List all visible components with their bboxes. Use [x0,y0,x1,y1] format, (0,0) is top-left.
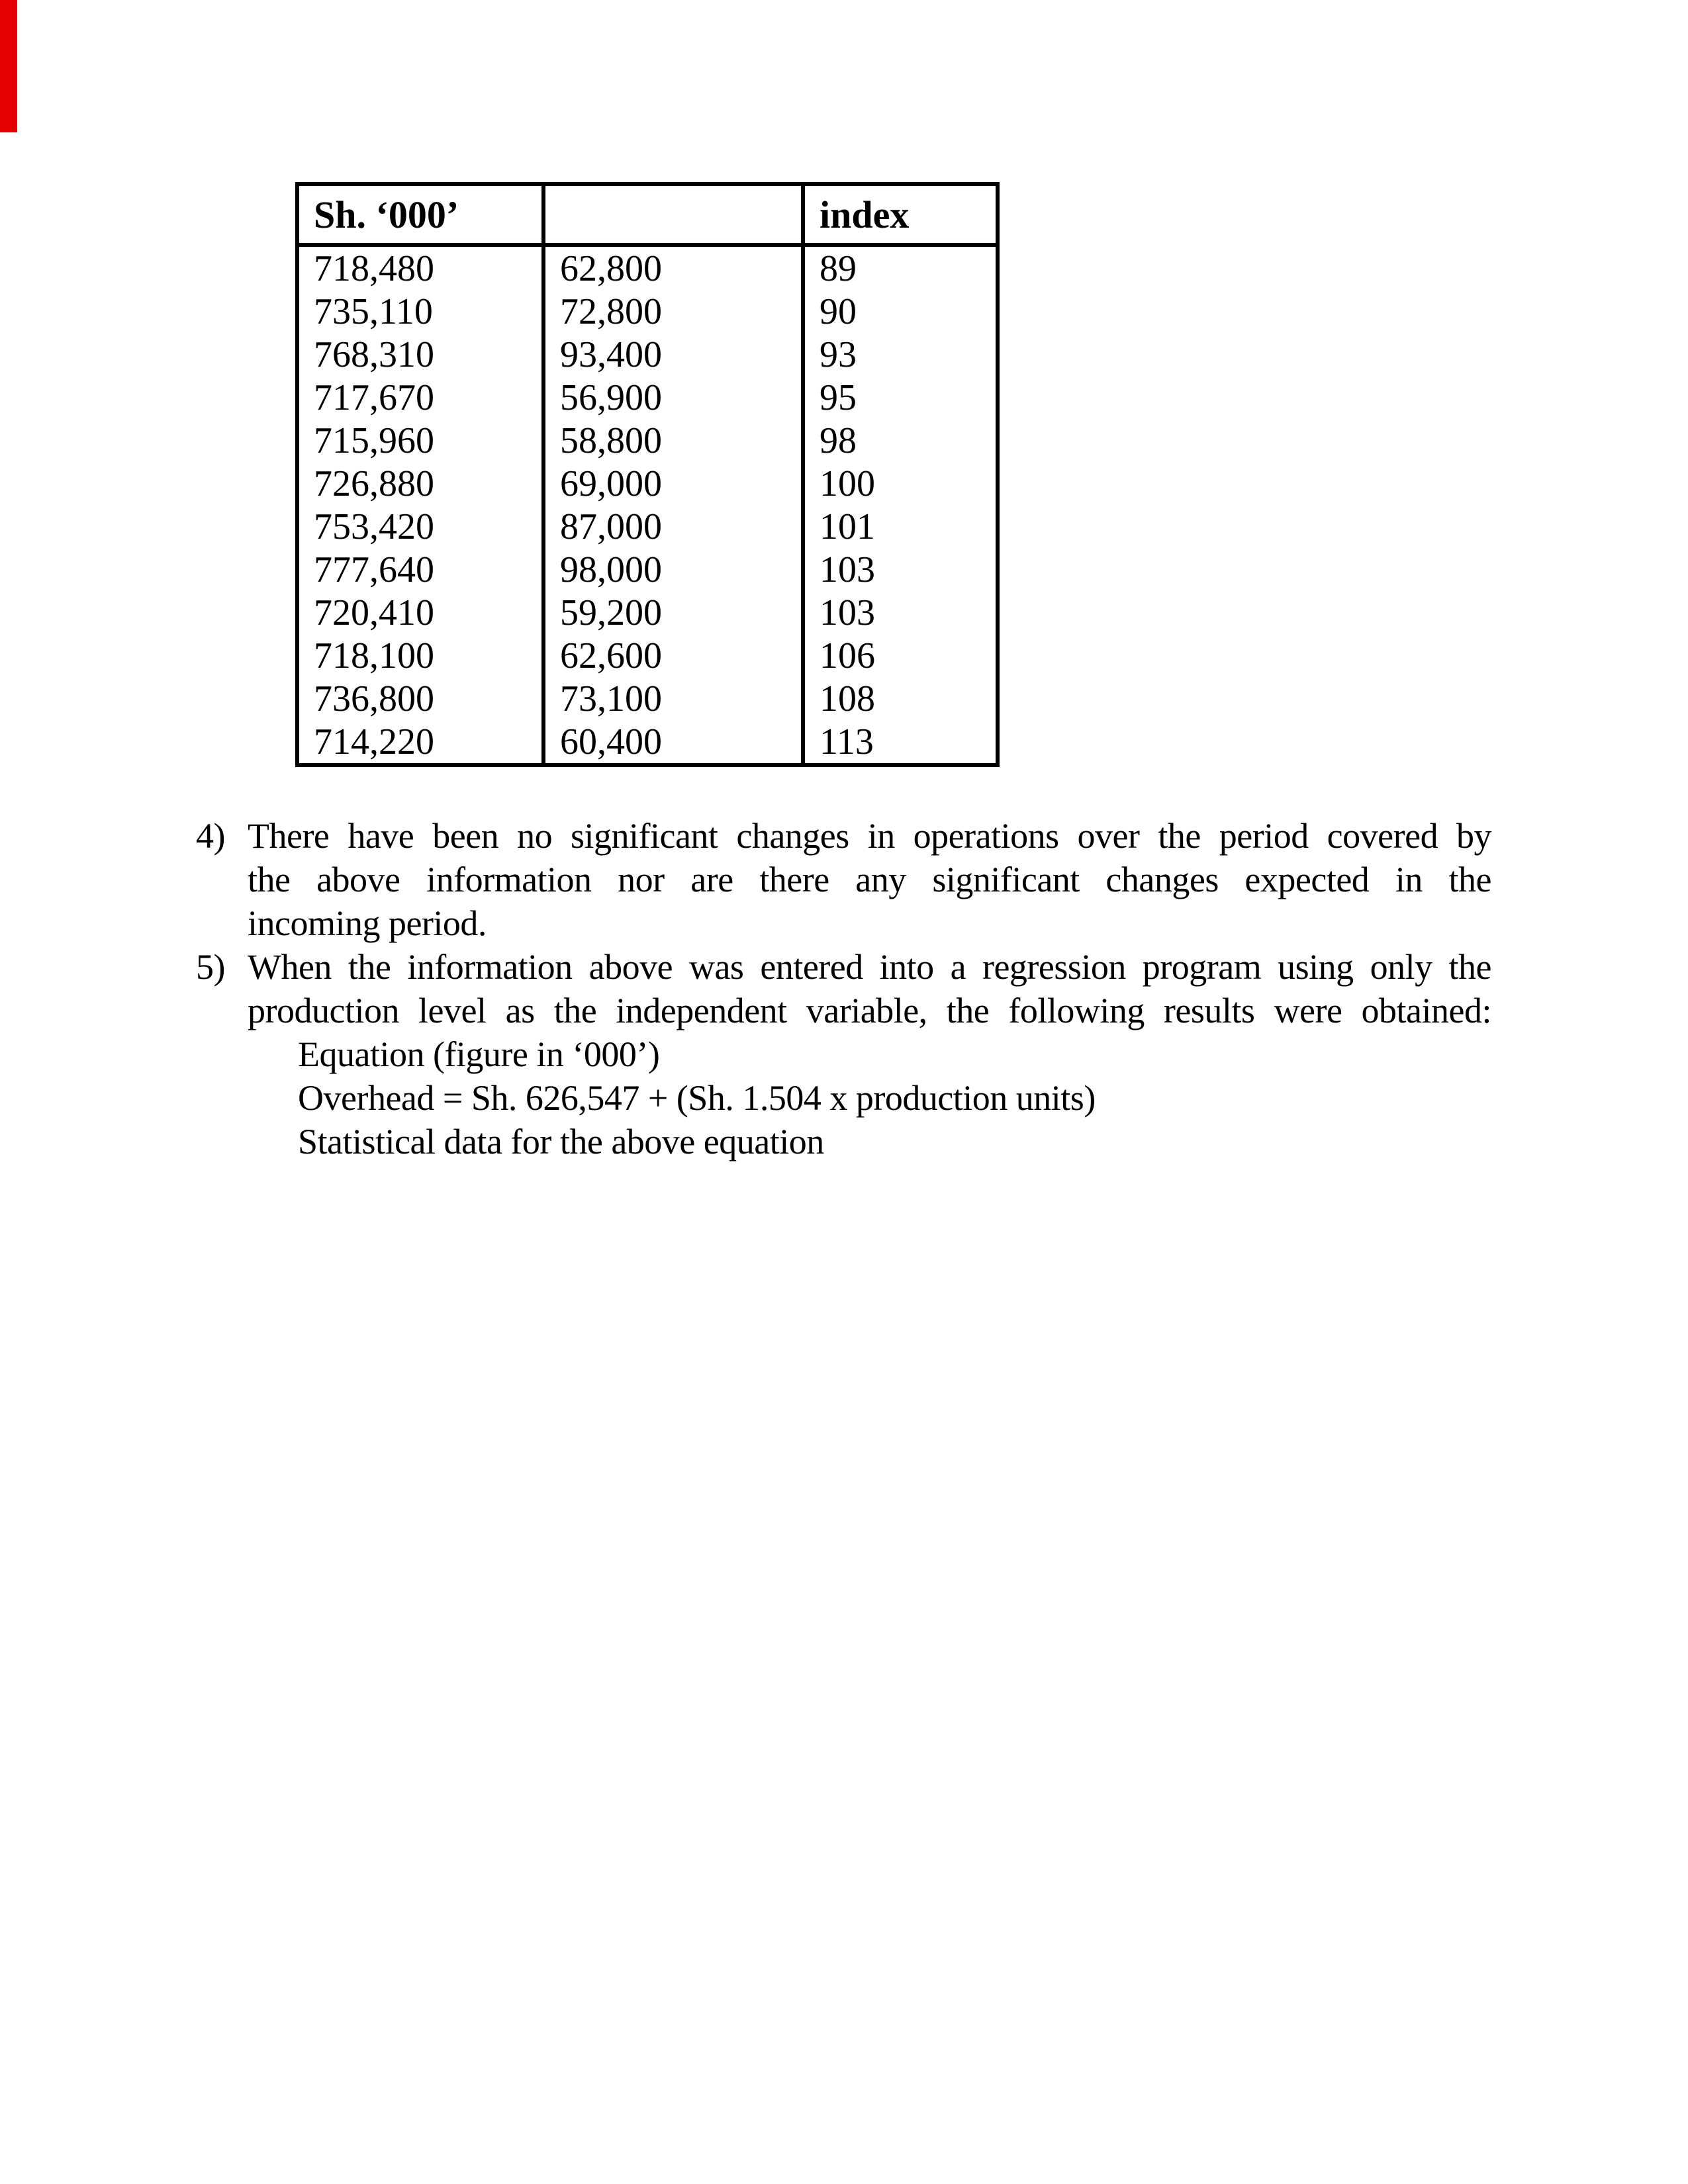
table-cell: 101 [803,505,998,548]
table-row [297,720,998,765]
table-row [297,677,998,720]
table-cell: 59,200 [543,591,803,634]
table-cell: 60,400 [543,720,803,765]
column-header-index: index [803,184,998,245]
table-cell: 753,420 [314,506,434,547]
text-line: the above information nor are there any significant changes expected in the [248,860,1491,899]
table-cell: 62,800 [543,245,803,290]
table-cell: 735,110 [314,291,433,332]
table-cell: 73,100 [543,677,803,720]
table-cell: 89 [803,245,998,290]
table-row [297,290,998,333]
table-row [297,505,998,548]
table-row [297,462,998,505]
table-cell: 720,410 [314,592,434,633]
table-cell: 93,400 [543,333,803,376]
text-line: production level as the independent variable, the following results were obtained: [248,991,1491,1030]
table-row [297,333,998,376]
table-cell: 106 [803,634,998,677]
table-cell: 718,100 [314,635,434,676]
equation-line: Equation (figure in ‘000’) [298,1034,660,1074]
list-item-marker: 5) [196,947,225,987]
table-cell: 93 [803,333,998,376]
table-cell: 103 [803,548,998,591]
table-cell: 72,800 [543,290,803,333]
equation-line: Overhead = Sh. 626,547 + (Sh. 1.504 x production units) [298,1078,1096,1118]
table-cell: 95 [803,376,998,419]
table-cell: 715,960 [314,420,434,461]
table-cell: 726,880 [314,463,434,504]
table-cell: 777,640 [314,549,434,590]
table-row [297,376,998,419]
overhead-index-table [295,182,1000,767]
column-header-sh-000: Sh. ‘000’ [297,184,543,245]
table-cell: 69,000 [543,462,803,505]
table-cell: 87,000 [543,505,803,548]
table-cell: 768,310 [314,334,434,375]
table-cell: 62,600 [543,634,803,677]
table-cell: 103 [803,591,998,634]
column-header-blank [543,184,803,245]
text-line: When the information above was entered into a regression program using only the [248,947,1491,987]
table-cell: 98 [803,419,998,462]
list-item [196,945,1491,1163]
list-item-marker: 4) [196,816,225,856]
numbered-paragraphs [196,814,1491,1163]
table-row [297,245,998,290]
red-ribbon-marker [0,0,17,132]
table-row [297,634,998,677]
table-cell: 717,670 [314,377,434,418]
table-header-row [297,184,998,245]
text-line: incoming period. [248,903,487,943]
equation-line: Statistical data for the above equation [298,1122,824,1161]
table-cell: 718,480 [314,248,434,289]
table-row [297,548,998,591]
table-cell: 90 [803,290,998,333]
table-cell: 58,800 [543,419,803,462]
table-cell: 113 [803,720,998,765]
table-cell: 736,800 [314,678,434,719]
table-cell: 56,900 [543,376,803,419]
table-cell: 98,000 [543,548,803,591]
list-item [196,814,1491,945]
table-row [297,419,998,462]
table-row [297,591,998,634]
text-line: There have been no significant changes in operations over the period covered by [248,816,1491,856]
table-cell: 100 [803,462,998,505]
table-cell: 108 [803,677,998,720]
table-cell: 714,220 [314,721,434,762]
